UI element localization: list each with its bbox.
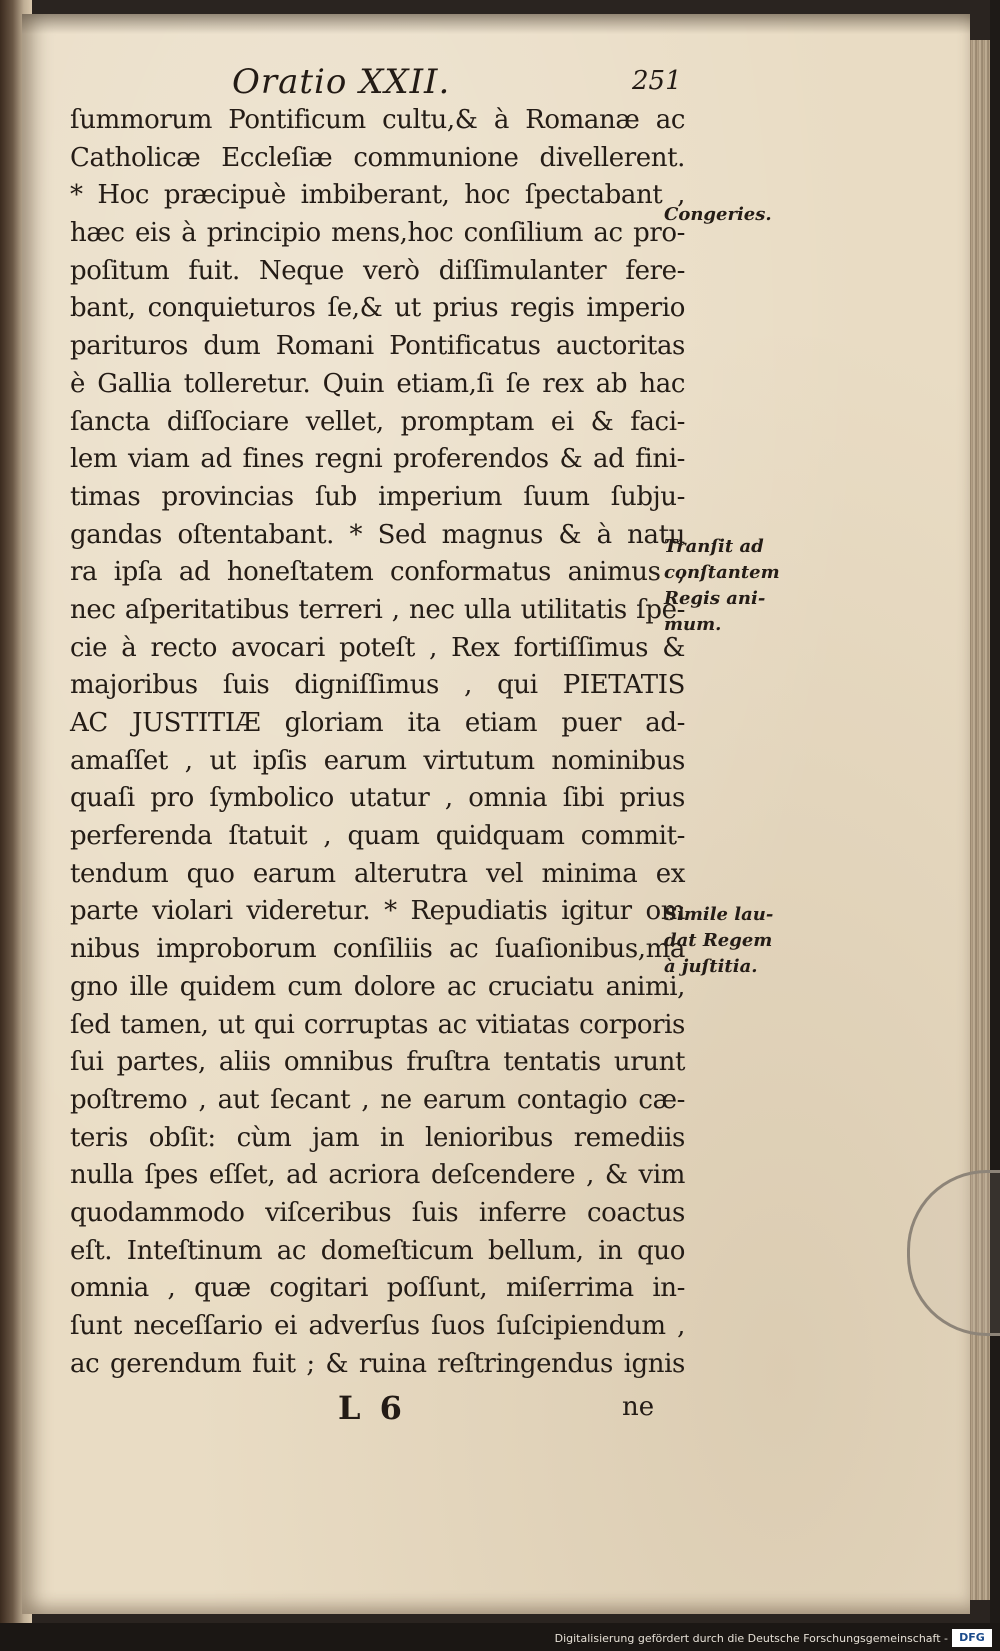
text-line: amaſſet , ut ipſis earum virtutum nominibus: [70, 745, 685, 776]
running-title: Oratio XXII.: [232, 62, 451, 102]
body-text: [70, 102, 685, 1383]
text-line: bant, conquieturos ſe,& ut prius regis imperio: [70, 293, 685, 324]
text-line: AC JUSTITIÆ gloriam ita etiam puer ad-: [70, 708, 685, 738]
text-line: poſtremo , aut ſecant , ne earum contagio cæ-: [70, 1084, 685, 1115]
margin-note-line: mum.: [664, 614, 722, 635]
text-line: nec aſperitatibus terreri , nec ulla utilitatis ſpe-: [70, 594, 685, 625]
margin-note-line: Regis ani-: [664, 588, 766, 609]
text-line: ſummorum Pontificum cultu,& à Romanæ ac: [70, 105, 685, 135]
text-line: nibus improborum conſiliis ac ſuaſionibus,ma: [70, 934, 685, 965]
text-line: teris obſit: cùm jam in lenioribus remediis: [70, 1122, 685, 1153]
text-line: lem viam ad fines regni proferendos & ad fini-: [70, 444, 685, 475]
page-number: 251: [632, 66, 682, 96]
text-line: gandas oſtentabant. * Sed magnus & à natu: [70, 519, 685, 550]
text-line: cie à recto avocari poteſt , Rex fortiſſimus &: [70, 632, 685, 663]
book-page: [22, 14, 970, 1614]
margin-note-line: Simile lau-: [664, 904, 774, 925]
text-line: ſancta diſſociare vellet, promptam ei & faci-: [70, 406, 685, 437]
funding-credit: Digitalisierung gefördert durch die Deutsche Forschungsgemeinschaft -: [554, 1632, 948, 1645]
text-line: majoribus ſuis digniſſimus , qui PIETATIS: [70, 670, 685, 701]
text-line: eſt. Inteſtinum ac domeſticum bellum, in quo: [70, 1235, 685, 1266]
text-line: * Hoc præcipuè imbiberant, hoc ſpectabant ,: [70, 180, 685, 211]
text-line: Catholicæ Eccleſiæ communione divellerent.: [70, 142, 685, 173]
text-line: gno ille quidem cum dolore ac cruciatu animi,: [70, 971, 685, 1002]
text-line: parte violari videretur. * Repudiatis igitur om: [70, 896, 685, 927]
margin-note-line: conſtantem: [664, 562, 780, 583]
margin-note-transit: [664, 534, 834, 638]
catchword: ne: [622, 1392, 655, 1422]
text-line: è Gallia tolleretur. Quin etiam,ſi ſe rex ab hac: [70, 368, 685, 399]
margin-note-simile: [664, 902, 834, 980]
signature-mark: L 6: [338, 1389, 406, 1427]
text-line: ſunt neceſſario ei adverſus ſuos ſuſcipiendum ,: [70, 1311, 685, 1341]
text-line: omnia , quæ cogitari poſſunt, miſerrima in-: [70, 1273, 685, 1304]
scan-background-edge: [990, 0, 1000, 1651]
text-line: ac gerendum fuit ; & ruina reſtringendus ignis: [70, 1348, 685, 1379]
text-line: quodammodo viſceribus ſuis inferre coactus: [70, 1197, 685, 1228]
text-line: ra ipſa ad honeſtatem conformatus animus ,: [70, 557, 685, 588]
text-line: poſitum fuit. Neque verò diſſimulanter fere-: [70, 255, 685, 286]
text-line: quaſi pro ſymbolico utatur , omnia ſibi prius: [70, 783, 685, 814]
text-line: parituros dum Romani Pontificatus auctoritas: [70, 331, 685, 362]
margin-note-congeries: [664, 202, 834, 228]
text-line: ſui partes, aliis omnibus fruſtra tentatis urunt: [70, 1047, 685, 1078]
margin-note-line: Congeries.: [664, 204, 772, 225]
margin-note-line: dat Regem: [664, 930, 773, 951]
margin-note-line: Tranſit ad: [664, 536, 764, 557]
running-head: [22, 62, 970, 102]
text-line: tendum quo earum alterutra vel minima ex: [70, 858, 685, 889]
text-line: hæc eis à principio mens,hoc conſilium ac pro-: [70, 218, 685, 249]
digitization-footer: [0, 1623, 1000, 1651]
dfg-logo: DFG: [952, 1629, 992, 1647]
text-line: nulla ſpes eſſet, ad acriora deſcendere , & vim: [70, 1160, 685, 1191]
text-line: ſed tamen, ut qui corruptas ac vitiatas corporis: [70, 1009, 685, 1040]
text-line: perferenda ſtatuit , quam quidquam commit-: [70, 821, 685, 852]
text-line: timas provincias ſub imperium ſuum ſubju-: [70, 481, 685, 512]
margin-note-line: à juſtitia.: [664, 956, 758, 977]
